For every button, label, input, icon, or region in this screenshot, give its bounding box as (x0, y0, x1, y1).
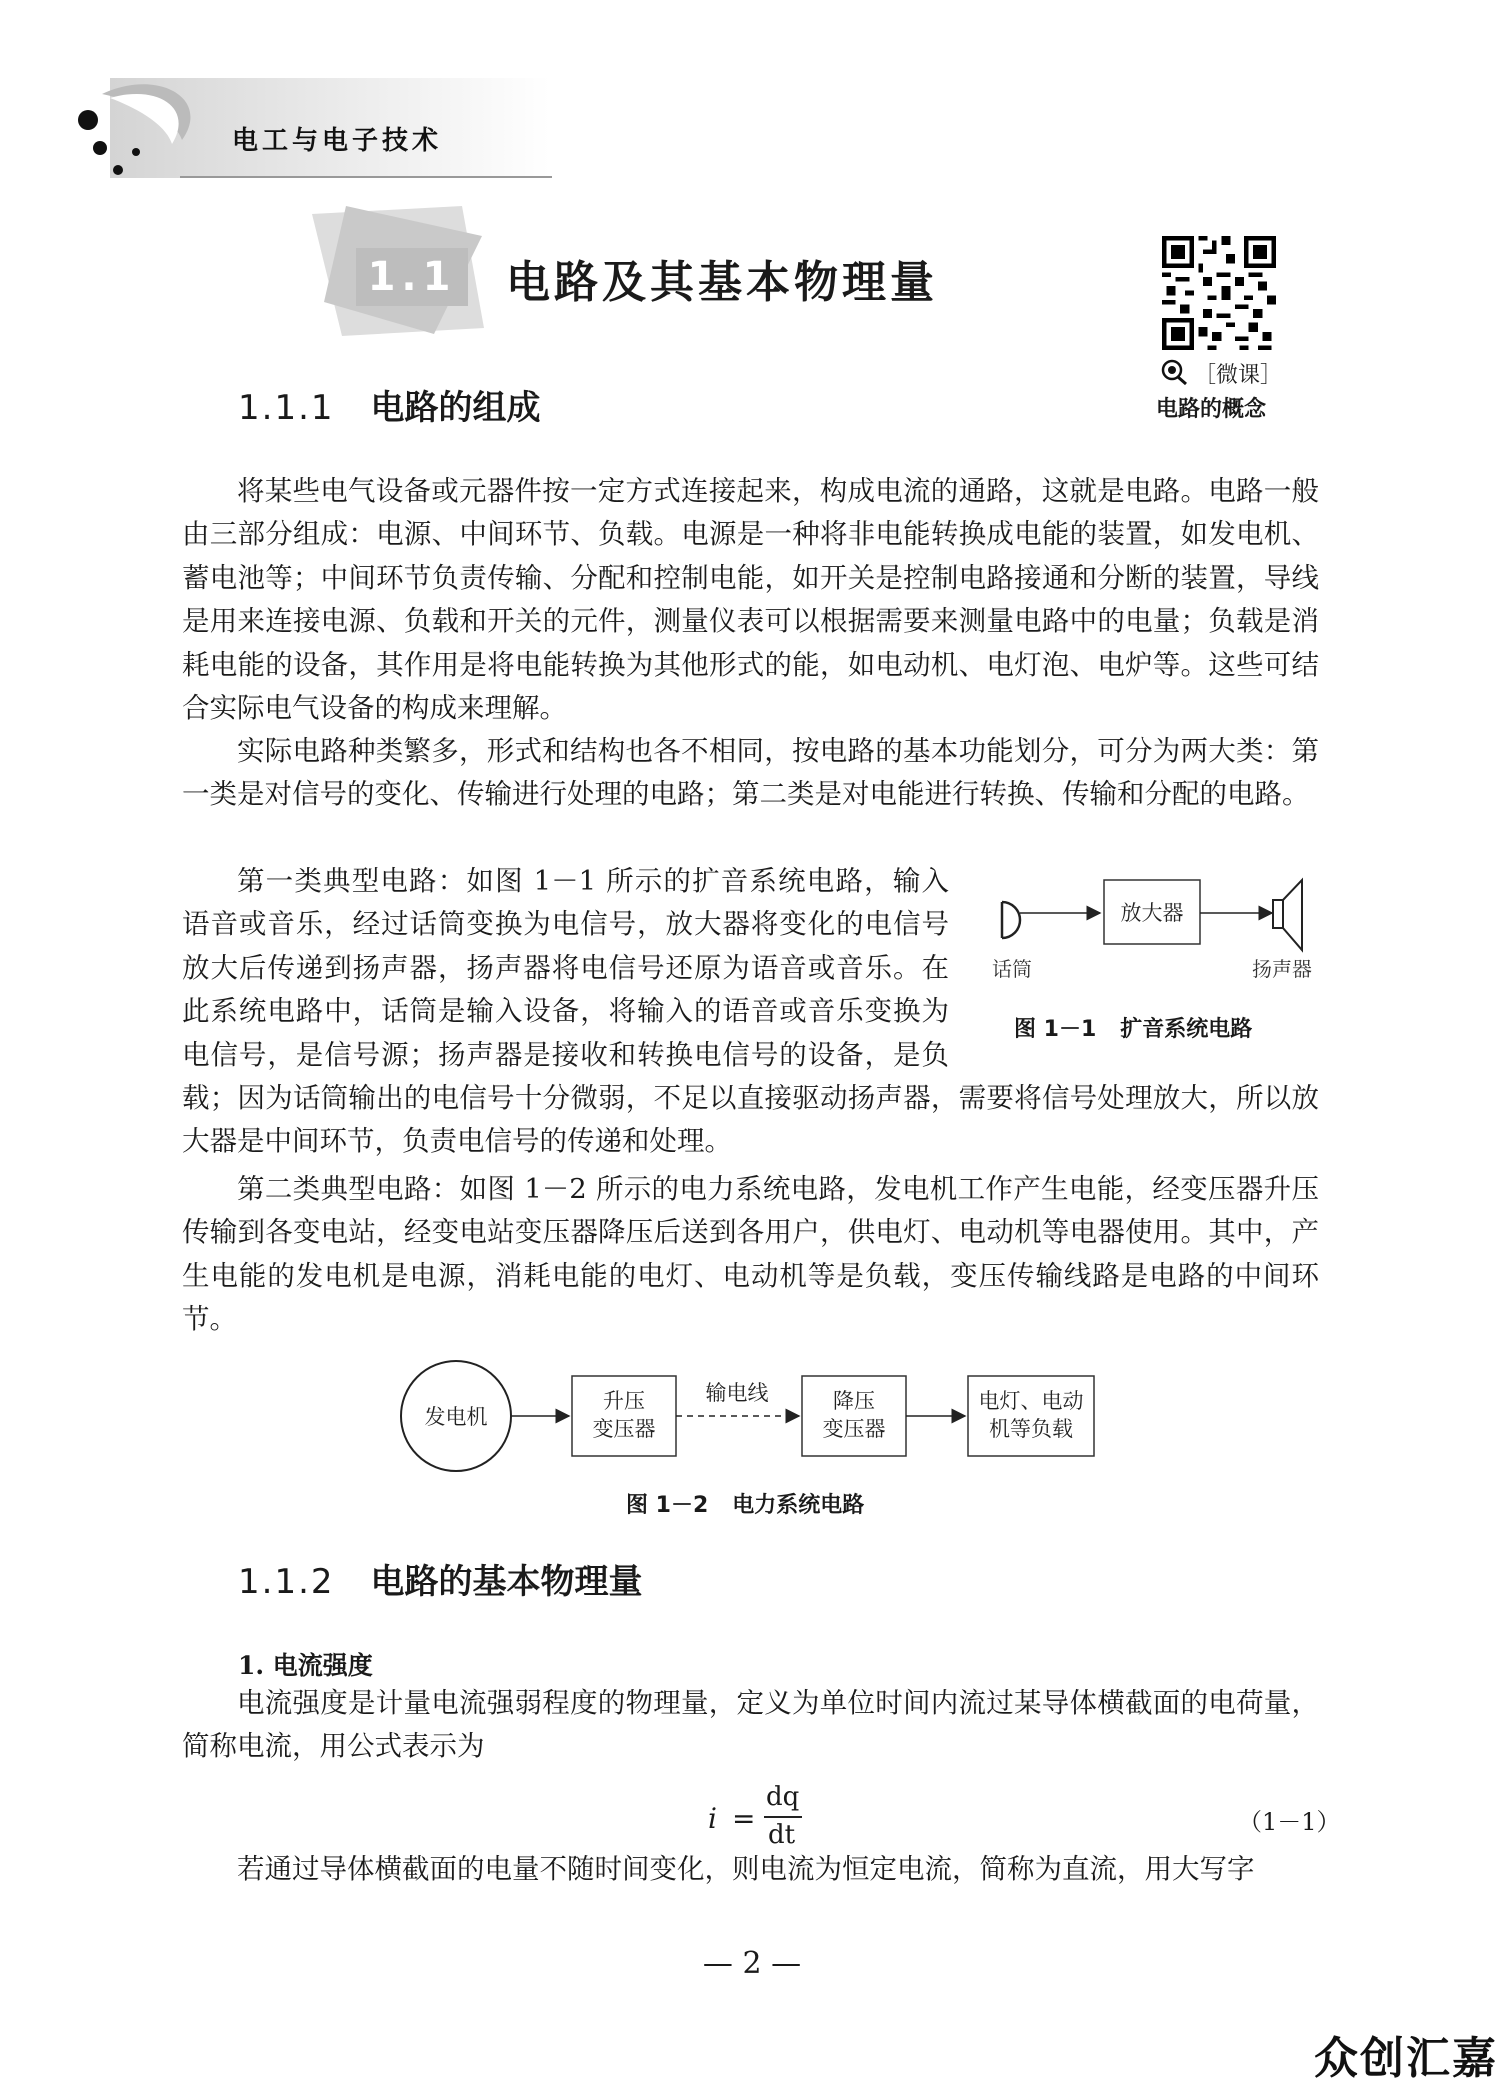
amplifier-label: 放大器 (1120, 901, 1184, 925)
microphone-icon (1002, 902, 1020, 938)
step-up-label-1: 升压 (603, 1389, 645, 1413)
subsection-number: 1.1.2 (238, 1562, 335, 1602)
weike-tag: ［微课］ (1194, 363, 1283, 388)
eq-denominator: dt (768, 1820, 796, 1850)
caption-text: 电力系统电路 (732, 1493, 865, 1518)
step-down-transformer-box (802, 1376, 906, 1456)
paragraph-5: 电流强度是计量电流强弱程度的物理量，定义为单位时间内流过某导体横截面的电荷量，简称电流，用公式表示为 (182, 1687, 1319, 1763)
load-label-2: 机等负载 (989, 1417, 1073, 1441)
paragraph-2: 实际电路种类繁多，形式和结构也各不相同，按电路的基本功能划分，可分为两大类：第一类是对信号的变化、传输进行处理的电路；第二类是对电能进行转换、传输和分配的电路。 (182, 735, 1319, 811)
fraction-bar (764, 1816, 802, 1818)
step-up-transformer-box (572, 1376, 676, 1456)
eq-numerator: dq (766, 1782, 800, 1812)
equation-number: （1－1） (1238, 1808, 1341, 1836)
transmission-line-label: 输电线 (705, 1381, 769, 1405)
mic-label: 话筒 (992, 957, 1032, 981)
item-heading-current: 1. 电流强度 (238, 1651, 373, 1680)
subsection-heading-1-1-1 (238, 380, 541, 429)
caption-number: 图 1－2 (626, 1493, 709, 1518)
speaker-label: 扬声器 (1252, 957, 1312, 981)
subsection-number: 1.1.1 (238, 388, 335, 428)
load-box (968, 1376, 1094, 1456)
paragraph-6: 若通过导体横截面的电量不随时间变化，则电流为恒定电流，简称为直流，用大写字 (237, 1853, 1255, 1885)
speaker-icon (1273, 880, 1302, 950)
caption-number: 图 1－1 (1014, 1017, 1097, 1042)
figure-1-2-diagram (398, 1360, 1118, 1480)
step-up-label-2: 变压器 (592, 1417, 656, 1441)
section-title: 电路及其基本物理量 (506, 257, 938, 308)
subsection-title: 电路的组成 (370, 388, 541, 428)
step-down-label-1: 降压 (833, 1389, 875, 1413)
figure-1-1-diagram (980, 860, 1330, 1000)
generator-label: 发电机 (424, 1405, 488, 1429)
page-number: — 2 — (702, 1946, 802, 1981)
magnifier-eye-icon (1160, 358, 1190, 386)
eq-lhs: i (708, 1802, 717, 1835)
paragraph-4: 第二类典型电路：如图 1－2 所示的电力系统电路，发电机工作产生电能，经变压器升压传输到各变电站，经变电站变压器降压后送到各用户，供电灯、电动机等电器使用。其中，产生电能的发电机是电源，消耗电能的电灯、电动机等是负载，变压传输线路是电路的中间环节。 (182, 1173, 1319, 1336)
figure-1-1-caption (1014, 1012, 1252, 1043)
paragraph-3: 第一类典型电路：如图 1－1 所示的扩音系统电路，输入语音或音乐，经过话筒变换为电信号，放大器将变化的电信号放大后传递到扬声器，扬声器将电信号还原为语音或音乐。在此系统电路中，话筒是输入设备，将输入的语音或音乐变换为电信号，是信号源；扬声器是接收和转换电信号的设备，是负载；因为话筒输出的电信号十分微弱，不足以直接驱动扬声器，需要将信号处理放大，所以放大器是中间环节，负责电信号的传递和处理。 (182, 865, 1319, 1158)
figure-1-2-caption (626, 1488, 864, 1519)
header-rule (180, 176, 552, 178)
equation-1-1 (708, 1782, 818, 1850)
watermark-text: 众创汇嘉 (1314, 2033, 1498, 2084)
subsection-heading-1-1-2 (238, 1554, 643, 1603)
load-label-1: 电灯、电动 (978, 1389, 1084, 1413)
weike-subtitle: 电路的概念 (1156, 397, 1267, 422)
book-title: 电工与电子技术 (232, 126, 443, 156)
paragraph-1: 将某些电气设备或元器件按一定方式连接起来，构成电流的通路，这就是电路。电路一般由三部分组成：电源、中间环节、负载。电源是一种将非电能转换成电能的装置，如发电机、蓄电池等；中间环节负责传输、分配和控制电能，如开关是控制电路接通和分断的装置，导线是用来连接电源、负载和开关的元件，测量仪表可以根据需要来测量电路中的电量；负载是消耗电能的设备，其作用是将电能转换为其他形式的能，如电动机、电灯泡、电炉等。这些可结合实际电气设备的构成来理解。 (182, 475, 1319, 725)
subsection-title: 电路的基本物理量 (370, 1562, 643, 1602)
caption-text: 扩音系统电路 (1120, 1017, 1253, 1042)
step-down-label-2: 变压器 (822, 1417, 886, 1441)
eq-equals: = (732, 1802, 756, 1835)
qr-code-icon[interactable] (1162, 236, 1276, 350)
header-logo-icon (62, 74, 202, 184)
section-number: 1.1 (356, 248, 468, 306)
